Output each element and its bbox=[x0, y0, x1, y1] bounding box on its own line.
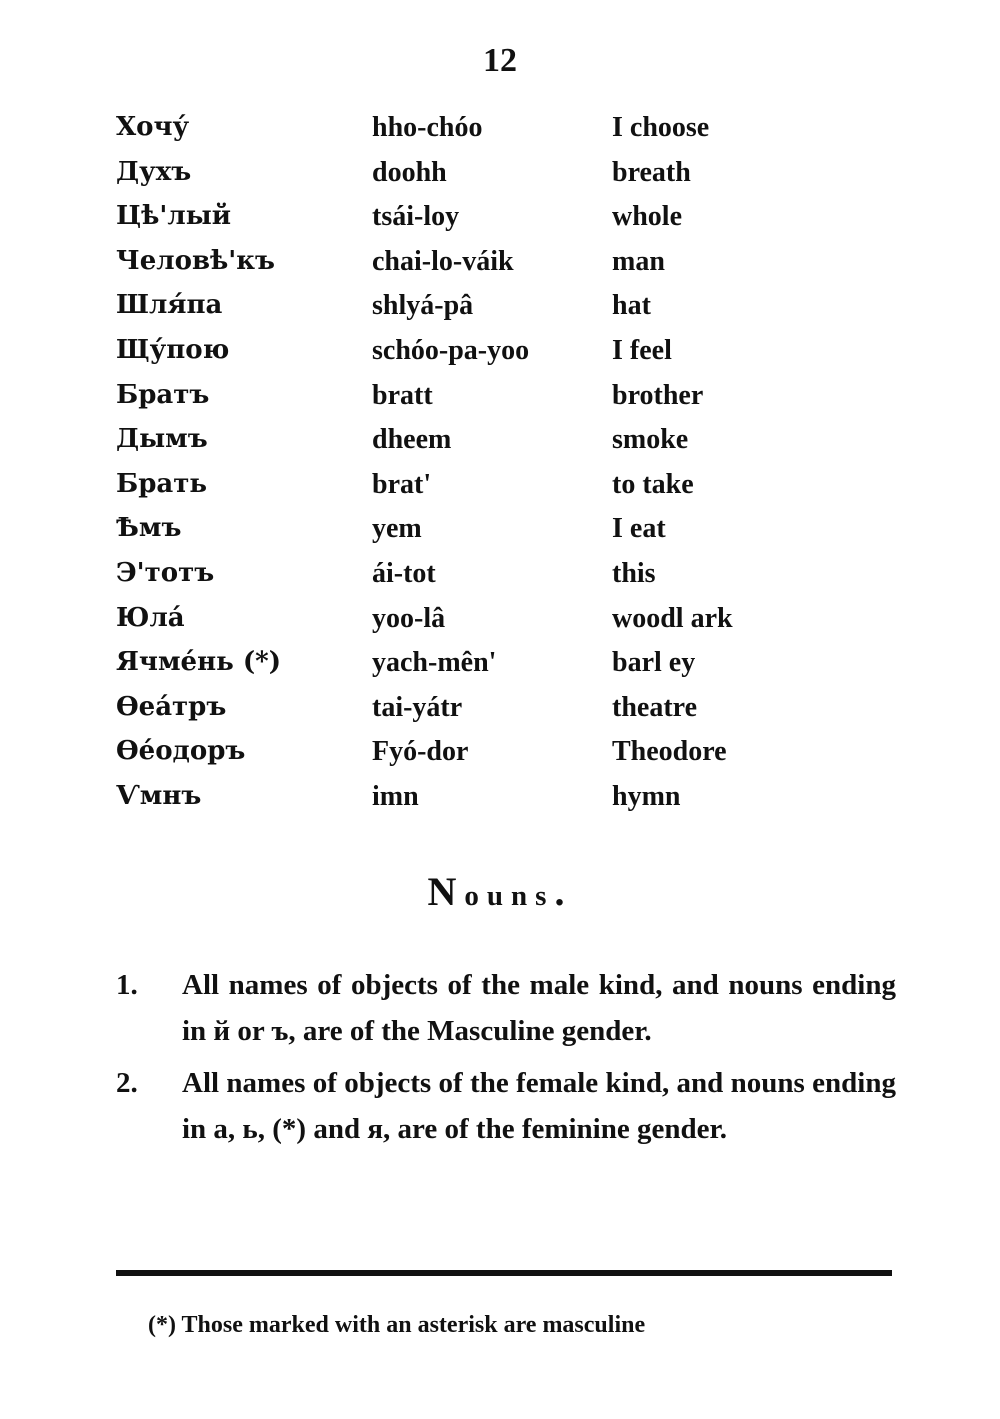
vocab-row bbox=[116, 558, 916, 603]
pronunciation: imn bbox=[372, 780, 419, 812]
russian-word: Дымъ bbox=[116, 424, 208, 455]
vocab-row bbox=[116, 736, 916, 781]
vocab-row bbox=[116, 469, 916, 514]
section-title-period: . bbox=[554, 869, 573, 914]
russian-word: Ѣмъ bbox=[116, 513, 182, 544]
russian-word: Шля́па bbox=[116, 290, 223, 321]
pronunciation: bratt bbox=[372, 379, 433, 411]
english-meaning: woodl ark bbox=[612, 602, 733, 634]
english-meaning: to take bbox=[612, 468, 694, 500]
vocab-row bbox=[116, 603, 916, 648]
pronunciation: yem bbox=[372, 513, 422, 545]
noun-rules bbox=[116, 962, 896, 1158]
russian-word: Хочу́ bbox=[116, 112, 190, 142]
russian-word: Цѣ'лый bbox=[116, 201, 232, 232]
pronunciation: yach-mên' bbox=[372, 647, 497, 679]
vocab-row bbox=[116, 692, 916, 737]
english-meaning: I choose bbox=[612, 112, 710, 143]
english-meaning: hat bbox=[612, 290, 651, 322]
russian-word: Ѳе́одоръ bbox=[116, 736, 246, 767]
rule-item bbox=[116, 962, 896, 1054]
russian-word: Духъ bbox=[116, 156, 192, 187]
russian-word: Э'тотъ bbox=[116, 557, 215, 588]
rule-number: 2. bbox=[116, 1067, 138, 1099]
russian-word: Щу́пою bbox=[116, 334, 230, 365]
english-meaning: I feel bbox=[612, 334, 672, 366]
russian-word: Ѳеа́тръ bbox=[116, 691, 227, 722]
english-meaning: theatre bbox=[612, 691, 697, 723]
english-meaning: man bbox=[612, 245, 665, 277]
rule-text: All names of objects of the male kind, and nouns ending in й or ъ, are of the Masculine gender. bbox=[182, 969, 896, 1047]
pronunciation: hho-chóo bbox=[372, 112, 483, 143]
vocab-row bbox=[116, 335, 916, 380]
pronunciation: yoo-lâ bbox=[372, 602, 446, 634]
english-meaning: I eat bbox=[612, 513, 666, 545]
russian-word: Ѵмнъ bbox=[116, 780, 202, 811]
english-meaning: brother bbox=[612, 379, 704, 411]
pronunciation: tsái-loy bbox=[372, 201, 460, 233]
vocab-row bbox=[116, 380, 916, 425]
rule-text: All names of objects of the female kind, and nouns ending in а, ь, (*) and я, are of the feminine gender. bbox=[182, 1067, 896, 1145]
vocab-row bbox=[116, 201, 916, 246]
russian-word: Человѣ'къ bbox=[116, 245, 275, 276]
page-number: 12 bbox=[483, 42, 517, 79]
pronunciation: Fyó-dor bbox=[372, 736, 469, 768]
vocab-row bbox=[116, 157, 916, 202]
rule-item bbox=[116, 1060, 896, 1152]
english-meaning: Theodore bbox=[612, 736, 727, 768]
vocab-row bbox=[116, 513, 916, 558]
pronunciation: doohh bbox=[372, 156, 447, 188]
vocabulary-table bbox=[116, 112, 916, 826]
english-meaning: this bbox=[612, 557, 656, 589]
footnote: (*) Those marked with an asterisk are masculine bbox=[148, 1312, 646, 1338]
english-meaning: smoke bbox=[612, 424, 689, 456]
vocab-row bbox=[116, 246, 916, 291]
english-meaning: barl ey bbox=[612, 647, 696, 679]
pronunciation: brat' bbox=[372, 468, 432, 500]
rule-number: 1. bbox=[116, 969, 138, 1001]
pronunciation: shlyá-pâ bbox=[372, 290, 474, 322]
pronunciation: chai-lo-váik bbox=[372, 245, 514, 277]
russian-word: Брать bbox=[116, 468, 207, 499]
section-title-initial: N bbox=[427, 869, 465, 914]
russian-word: Братъ bbox=[116, 379, 210, 410]
english-meaning: hymn bbox=[612, 780, 681, 812]
vocab-row bbox=[116, 290, 916, 335]
pronunciation: ái-tot bbox=[372, 557, 436, 589]
section-title-nouns bbox=[0, 868, 1000, 915]
pronunciation: schóo-pa-yoo bbox=[372, 334, 530, 366]
vocab-row bbox=[116, 112, 916, 157]
pronunciation: dheem bbox=[372, 424, 452, 456]
russian-word: Юла́ bbox=[116, 602, 185, 633]
vocab-row bbox=[116, 647, 916, 692]
english-meaning: whole bbox=[612, 201, 682, 233]
vocab-row bbox=[116, 781, 916, 826]
english-meaning: breath bbox=[612, 156, 691, 188]
russian-word: Ячме́нь (*) bbox=[116, 647, 282, 678]
vocab-row bbox=[116, 424, 916, 469]
section-title-rest: ouns bbox=[464, 880, 555, 912]
pronunciation: tai-yátr bbox=[372, 691, 463, 723]
footnote-divider bbox=[116, 1270, 892, 1276]
